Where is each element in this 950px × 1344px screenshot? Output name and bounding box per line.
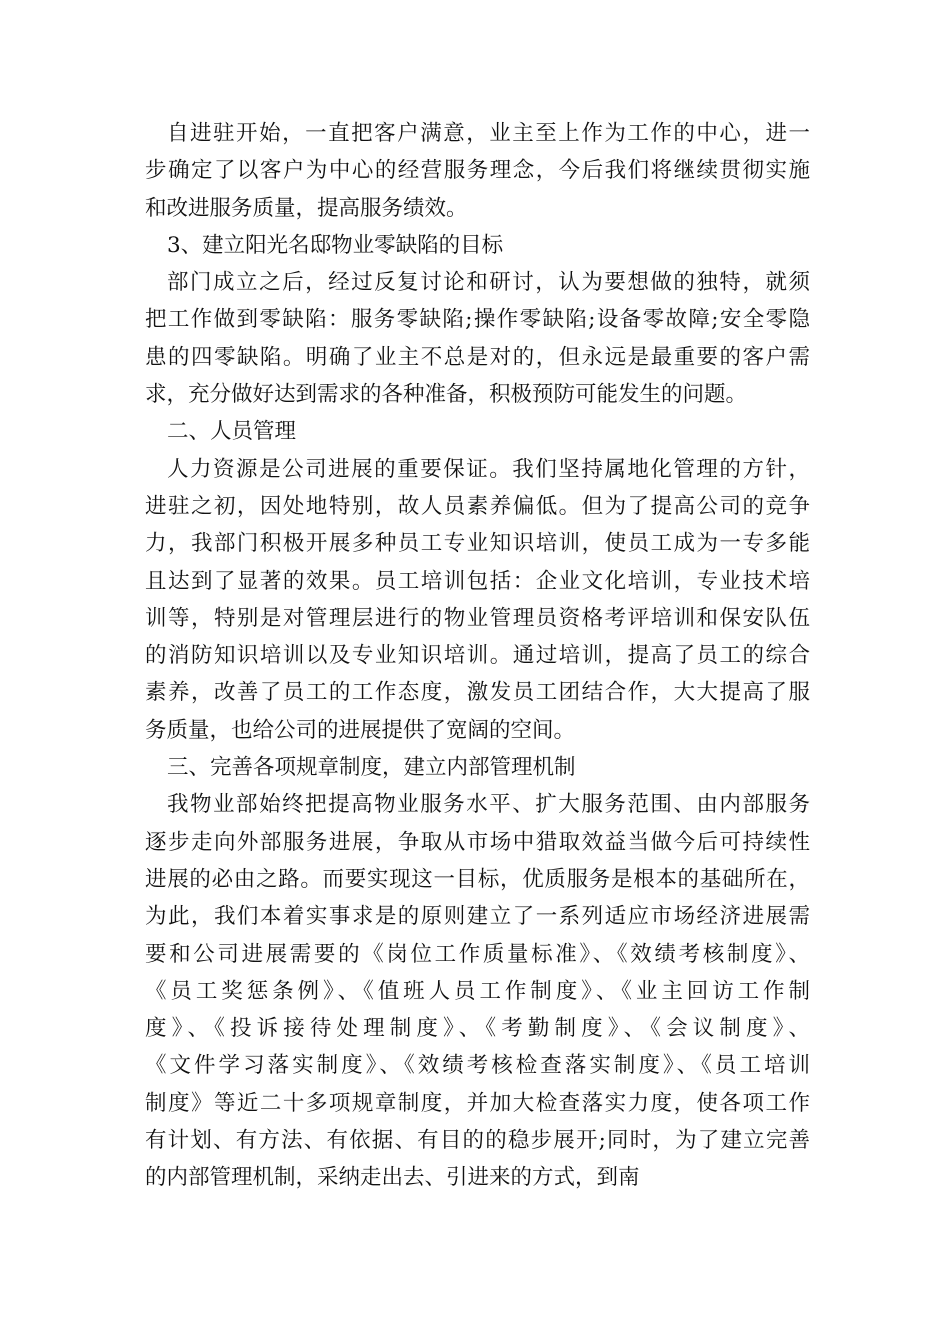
text-line: 部门成立之后，经过反复讨论和研讨，认为要想做的独特，就须 [167,270,810,296]
text-line: 逐步走向外部服务进展，争取从市场中猎取效益当做今后可持续性 [145,829,810,855]
text-line: 步确定了以客户为中心的经营服务理念，今后我们将继续贯彻实施 [145,158,810,184]
text-line: 三、完善各项规章制度，建立内部管理机制 [167,755,576,781]
text-line: 务质量，也给公司的进展提供了宽阔的空间。 [145,717,576,743]
text-line: 人力资源是公司进展的重要保证。我们坚持属地化管理的方针， [167,456,810,482]
text-line: 我物业部始终把提高物业服务水平、扩大服务范围、由内部服务 [167,792,810,818]
text-line: 力，我部门积极开展多种员工专业知识培训，使员工成为一专多能 [145,531,810,557]
text-line: 把工作做到零缺陷：服务零缺陷;操作零缺陷;设备零故障;安全零隐 [145,307,810,333]
text-line: 要和公司进展需要的《岗位工作质量标准》、《效绩考核制度》、 [145,941,810,967]
text-line: 训等，特别是对管理层进行的物业管理员资格考评培训和保安队伍 [145,605,810,631]
text-line: 《文件学习落实制度》、《效绩考核检查落实制度》、《员工培训 [145,1053,810,1079]
text-line: 的内部管理机制，采纳走出去、引进来的方式，到南 [145,1165,640,1191]
text-line: 患的四零缺陷。明确了业主不总是对的，但永远是最重要的客户需 [145,344,810,370]
text-line: 为此，我们本着实事求是的原则建立了一系列适应市场经济进展需 [145,904,810,930]
text-line: 制度》等近二十多项规章制度，并加大检查落实力度，使各项工作 [145,1090,810,1116]
text-line: 有计划、有方法、有依据、有目的的稳步展开;同时，为了建立完善 [145,1128,810,1154]
text-line: 3、建立阳光名邸物业零缺陷的目标 [167,232,504,258]
text-line: 且达到了显著的效果。员工培训包括：企业文化培训，专业技术培 [145,568,810,594]
text-line: 进展的必由之路。而要实现这一目标，优质服务是根本的基础所在， [145,866,810,892]
text-line: 进驻之初，因处地特别，故人员素养偏低。但为了提高公司的竞争 [145,493,810,519]
text-line: 二、人员管理 [167,419,297,445]
text-line: 《员工奖惩条例》、《值班人员工作制度》、《业主回访工作制 [145,978,810,1004]
document-body [145,115,810,1197]
text-line: 求，充分做好达到需求的各种准备，积极预防可能发生的问题。 [145,382,748,408]
text-line: 的消防知识培训以及专业知识培训。通过培训，提高了员工的综合 [145,643,810,669]
text-line: 度》、《投诉接待处理制度》、《考勤制度》、《会议制度》、 [145,1016,810,1042]
text-line: 自进驻开始，一直把客户满意，业主至上作为工作的中心，进一 [167,121,810,146]
text-line: 和改进服务质量，提高服务绩效。 [145,195,468,221]
text-line: 素养，改善了员工的工作态度，激发员工团结合作，大大提高了服 [145,680,810,706]
